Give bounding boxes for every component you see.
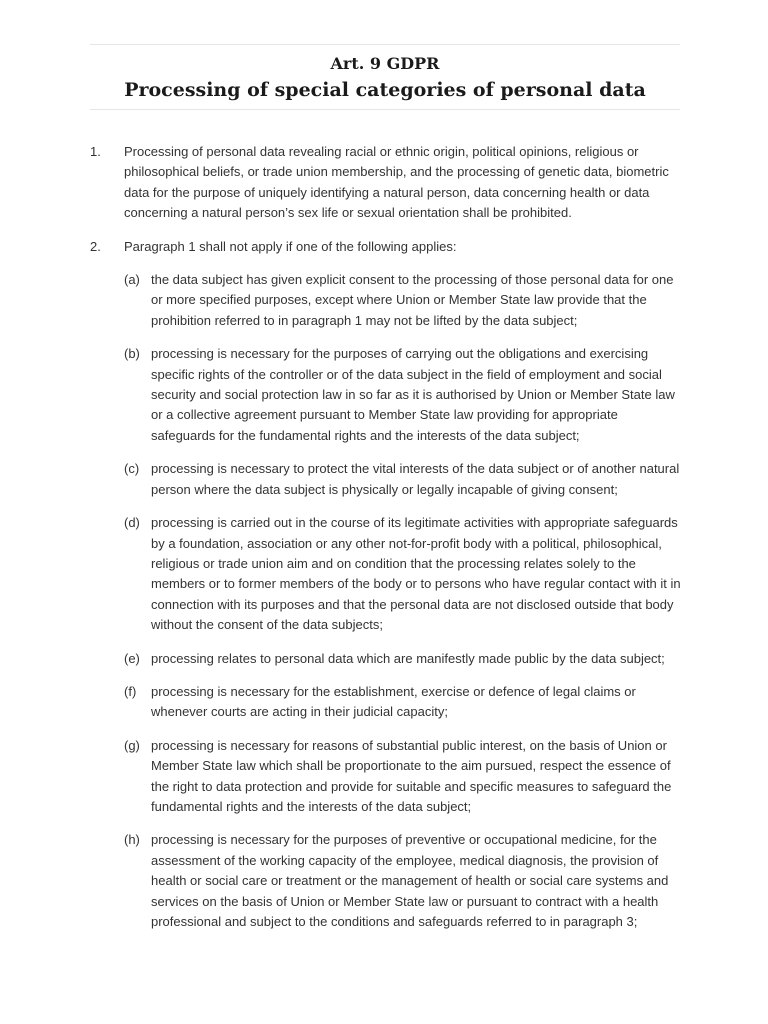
point-label: (h) — [124, 832, 140, 848]
point-label: (e) — [124, 650, 140, 666]
point-text: processing is necessary for reasons of substantial public interest, on the basis of Union or Member State law which shall be proportionate to the aim pursued, respect the essence of the right to data protection and provide for suitable and specific measures to safeguard the fundamental rights and the interests of the data subject; — [151, 737, 672, 814]
point-text: processing is carried out in the course of its legitimate activities with appropriate safeguards by a foundation, association or any other not-for-profit body with a political, philosophical, religious or trade union aim and on condition that the processing relates solely to the members or to former members of the body or to persons who have regular contact with it in connection with its purposes and that the personal data are not disclosed outside that body without the consent of the data subjects; — [151, 515, 681, 633]
point-text: processing is necessary to protect the vital interests of the data subject or of another natural person where the data subject is physically or legally incapable of giving consent; — [151, 461, 680, 497]
point-g — [124, 736, 682, 818]
point-label: (f) — [124, 683, 137, 699]
point-text: processing is necessary for the establishment, exercise or defence of legal claims or whenever courts are acting in their judicial capacity; — [151, 683, 636, 720]
paragraph-1 — [90, 142, 682, 224]
point-a — [124, 270, 682, 331]
point-f — [124, 682, 682, 723]
article-header — [90, 44, 680, 110]
point-label: (d) — [124, 515, 140, 531]
point-text: processing relates to personal data which are manifestly made public by the data subject; — [151, 650, 665, 666]
paragraph-text: Paragraph 1 shall not apply if one of the following applies: — [124, 238, 457, 254]
point-text: processing is necessary for the purposes of carrying out the obligations and exercising specific rights of the controller or of the data subject in the field of employment and social security and social protection law in so far as it is authorised by Union or Member State law or a collective agreement pursuant to Member State law providing for appropriate safeguards for the fundamental rights and the interests of the data subject; — [151, 346, 675, 443]
point-b — [124, 344, 682, 446]
point-d — [124, 513, 682, 635]
point-h — [124, 830, 682, 932]
point-c — [124, 459, 682, 500]
point-text: processing is necessary for the purposes of preventive or occupational medicine, for the assessment of the working capacity of the employee, medical diagnosis, the provision of health or social care or treatment or the management of health or social care systems and services on the basis of Union or Member State law or pursuant to contract with a health professional and subject to the conditions and safeguards referred to in paragraph 3; — [151, 832, 669, 929]
point-label: (c) — [124, 461, 140, 477]
article-number: Art. 9 GDPR — [330, 54, 440, 73]
article-title: Processing of special categories of personal data — [124, 79, 646, 101]
paragraph-number: 1. — [90, 144, 101, 159]
point-label: (g) — [124, 737, 140, 753]
point-list — [124, 270, 682, 932]
article-body — [90, 142, 682, 945]
point-text: the data subject has given explicit consent to the processing of those personal data for one or more specified purposes, except where Union or Member State law provide that the prohibition referred to in paragraph 1 may not be lifted by the data subject; — [151, 272, 674, 328]
point-label: (b) — [124, 346, 140, 362]
paragraph-2 — [90, 237, 682, 933]
point-e — [124, 649, 682, 669]
point-label: (a) — [124, 272, 140, 288]
paragraph-number: 2. — [90, 238, 101, 254]
paragraph-text: Processing of personal data revealing racial or ethnic origin, political opinions, religious or philosophical beliefs, or trade union membership, and the processing of genetic data, biometric data for the purpose of uniquely identifying a natural person, data concerning health or data concerning a natural person’s sex life or sexual orientation shall be prohibited. — [124, 144, 669, 221]
